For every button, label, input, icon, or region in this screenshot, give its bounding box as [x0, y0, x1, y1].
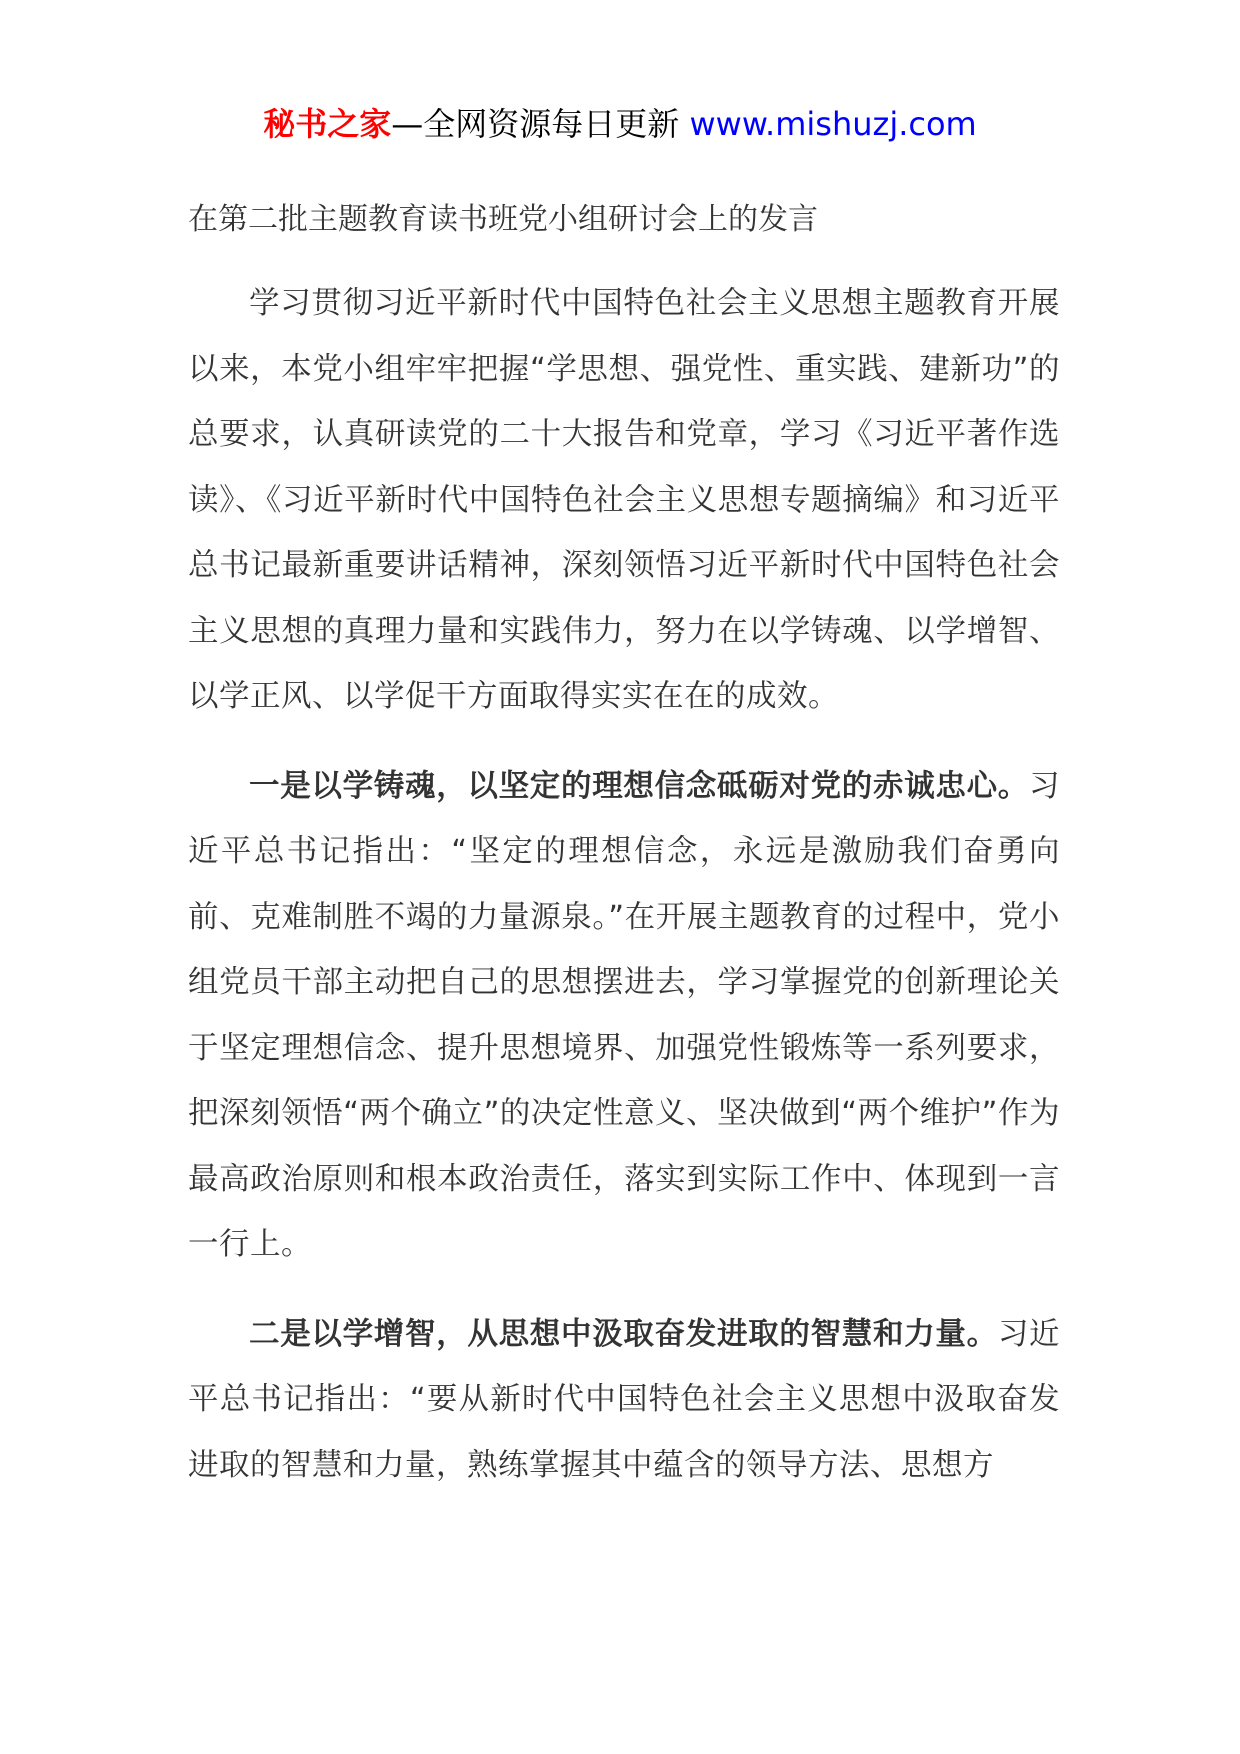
site-header [0, 100, 1240, 148]
point-two-paragraph [188, 1302, 1060, 1499]
site-tagline: —全网资源每日更新 [391, 105, 690, 143]
document-body [188, 195, 1060, 1522]
paragraph-lead: 二是以学增智，从思想中汲取奋发进取的智慧和力量。 [249, 1316, 998, 1352]
paragraph-lead: 一是以学铸魂，以坚定的理想信念砥砺对党的赤诚忠心。 [249, 768, 1029, 804]
paragraph-text: 习近平总书记指出：“坚定的理想信念，永远是激励我们奋勇向前、克难制胜不竭的力量源泉。”在开展主题教育的过程中，党小组党员干部主动把自己的思想摆进去，学习掌握党的创新理论关于坚定理想信念、提升思想境界、加强党性锻炼等一系列要求，把深刻领悟“两个确立”的决定性意义、坚决做到“两个维护”作为最高政治原则和根本政治责任，落实到实际工作中、体现到一言一行上。 [188, 768, 1060, 1262]
intro-paragraph [188, 271, 1060, 730]
site-brand: 秘书之家 [263, 105, 392, 143]
site-url-link[interactable]: www.mishuzj.com [689, 105, 977, 143]
paragraph-text: 学习贯彻习近平新时代中国特色社会主义思想主题教育开展以来，本党小组牢牢把握“学思想、强党性、重实践、建新功”的总要求，认真研读党的二十大报告和党章，学习《习近平著作选读》、《习近平新时代中国特色社会主义思想专题摘编》和习近平总书记最新重要讲话精神，深刻领悟习近平新时代中国特色社会主义思想的真理力量和实践伟力，努力在以学铸魂、以学增智、以学正风、以学促干方面取得实实在在的成效。 [188, 286, 1060, 714]
paragraph-text: 习近平总书记指出：“要从新时代中国特色社会主义思想中汲取奋发进取的智慧和力量，熟练掌握其中蕴含的领导方法、思想方 [188, 1316, 1061, 1483]
document-title: 在第二批主题教育读书班党小组研讨会上的发言 [188, 202, 818, 237]
point-one-paragraph [188, 754, 1060, 1278]
